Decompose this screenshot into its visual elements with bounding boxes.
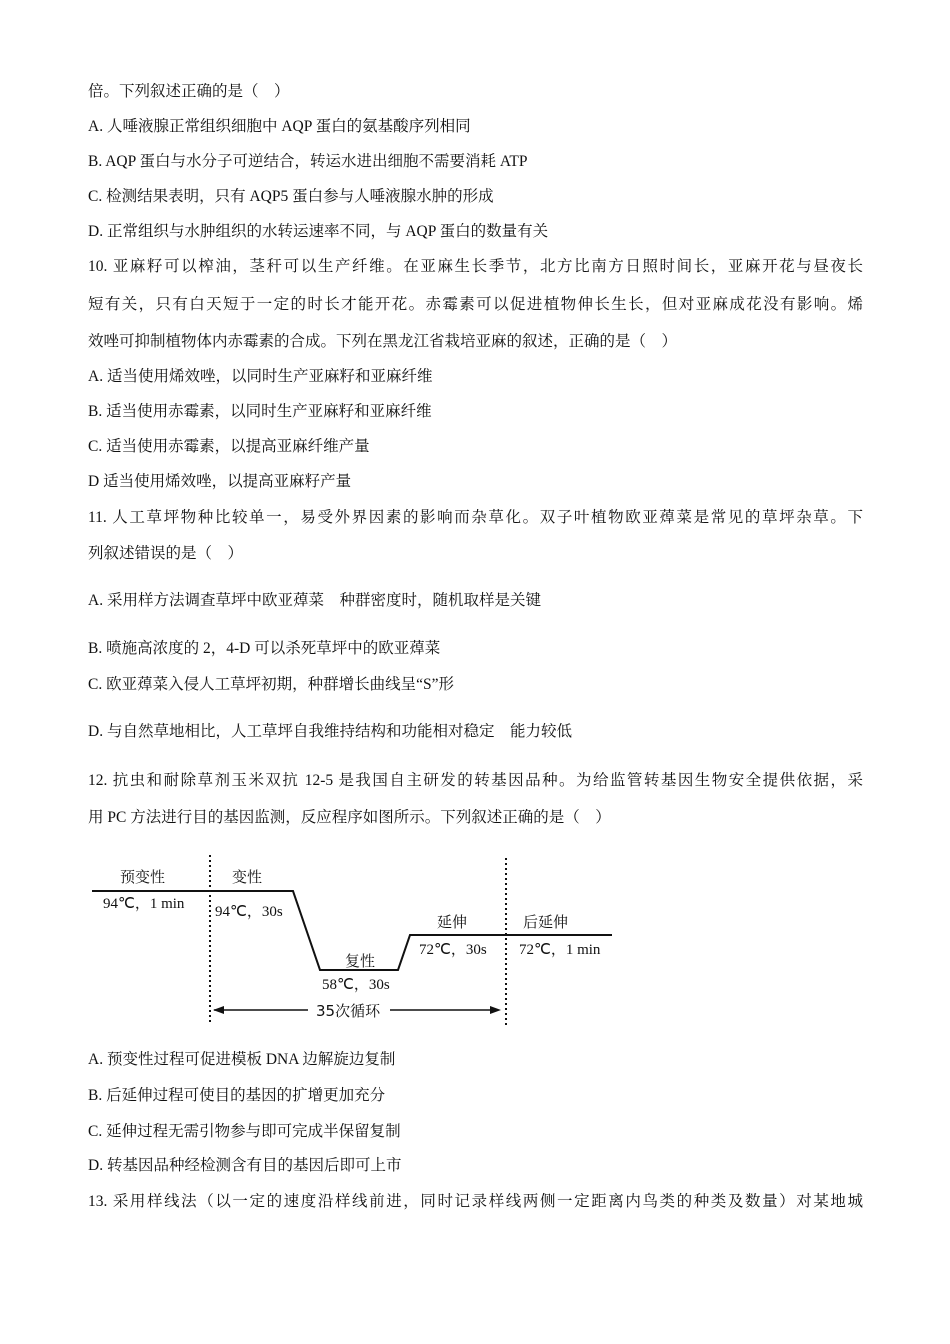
q12-option-a: A. 预变性过程可促进模板 DNA 边解旋边复制 (88, 1051, 396, 1068)
q11-option-d: D. 与自然草地相比，人工草坪自我维持结构和功能相对稳定 能力较低 (88, 723, 572, 740)
q12-option-d: D. 转基因品种经检测含有目的基因后即可上市 (88, 1157, 402, 1174)
cond-anneal: 58℃，30s (322, 977, 390, 993)
label-extend: 延伸 (437, 913, 468, 931)
q9-option-b: B. AQP 蛋白与水分子可逆结合，转运水进出细胞不需要消耗 ATP (88, 153, 528, 170)
q10-stem-line: 10. 亚麻籽可以榨油，茎秆可以生产纤维。在亚麻生长季节，北方比南方日照时间长，亚麻开花与昼夜长 (88, 258, 863, 275)
label-pre-denature: 预变性 (120, 868, 166, 886)
q12-option-b: B. 后延伸过程可使目的基因的扩增更加充分 (88, 1087, 386, 1104)
q11-option-c: C. 欧亚蔊菜入侵人工草坪初期，种群增长曲线呈“S”形 (88, 676, 454, 693)
q9-option-c: C. 检测结果表明，只有 AQP5 蛋白参与人唾液腺水肿的形成 (88, 188, 494, 205)
label-cycles: 35次循环 (316, 1002, 381, 1020)
label-post-extend: 后延伸 (523, 913, 569, 931)
q11-option-a: A. 采用样方法调查草坪中欧亚蔊菜 种群密度时，随机取样是关键 (88, 592, 541, 609)
arrowhead-left-icon (213, 1006, 224, 1014)
q10-stem-line: 效唑可抑制植物体内赤霉素的合成。下列在黑龙江省栽培亚麻的叙述，正确的是（ ） (88, 333, 678, 350)
q11-stem-line: 11. 人工草坪物种比较单一，易受外界因素的影响而杂草化。双子叶植物欧亚蔊菜是常见的草坪杂草。下 (88, 509, 863, 526)
q12-stem-line: 12. 抗虫和耐除草剂玉米双抗 12-5 是我国自主研发的转基因品种。为给监管转基因生物安全提供依据，采 (88, 772, 863, 789)
temperature-profile-line (92, 891, 612, 970)
cond-post-extend: 72℃，1 min (519, 942, 601, 958)
label-denature: 变性 (232, 868, 263, 886)
cond-pre-denature: 94℃，1 min (103, 896, 185, 912)
q9-tail: 倍。下列叙述正确的是（ ） (88, 83, 290, 100)
q10-option-d: D 适当使用烯效唑，以提高亚麻籽产量 (88, 473, 352, 490)
q11-stem-line: 列叙述错误的是（ ） (88, 545, 244, 562)
q10-option-b: B. 适当使用赤霉素，以同时生产亚麻籽和亚麻纤维 (88, 403, 432, 420)
arrowhead-right-icon (490, 1006, 501, 1014)
q10-option-a: A. 适当使用烯效唑，以同时生产亚麻籽和亚麻纤维 (88, 368, 433, 385)
q11-option-b: B. 喷施高浓度的 2，4-D 可以杀死草坪中的欧亚蔊菜 (88, 640, 441, 657)
q12-stem-line: 用 PC 方法进行目的基因监测，反应程序如图所示。下列叙述正确的是（ ） (88, 809, 611, 826)
q13-stem-line: 13. 采用样线法（以一定的速度沿样线前进，同时记录样线两侧一定距离内鸟类的种类及数量）对某地城 (88, 1193, 863, 1210)
q12-option-c: C. 延伸过程无需引物参与即可完成半保留复制 (88, 1123, 401, 1140)
cond-denature: 94℃，30s (215, 904, 283, 920)
cond-extend: 72℃，30s (419, 942, 487, 958)
q9-option-d: D. 正常组织与水肿组织的水转运速率不同，与 AQP 蛋白的数量有关 (88, 223, 549, 240)
q10-option-c: C. 适当使用赤霉素，以提高亚麻纤维产量 (88, 438, 370, 455)
label-anneal: 复性 (345, 952, 376, 970)
q10-stem-line: 短有关，只有白天短于一定的时长才能开花。赤霉素可以促进植物伸长生长，但对亚麻成花没有影响。烯 (88, 296, 863, 313)
q9-option-a: A. 人唾液腺正常组织细胞中 AQP 蛋白的氨基酸序列相同 (88, 118, 471, 135)
